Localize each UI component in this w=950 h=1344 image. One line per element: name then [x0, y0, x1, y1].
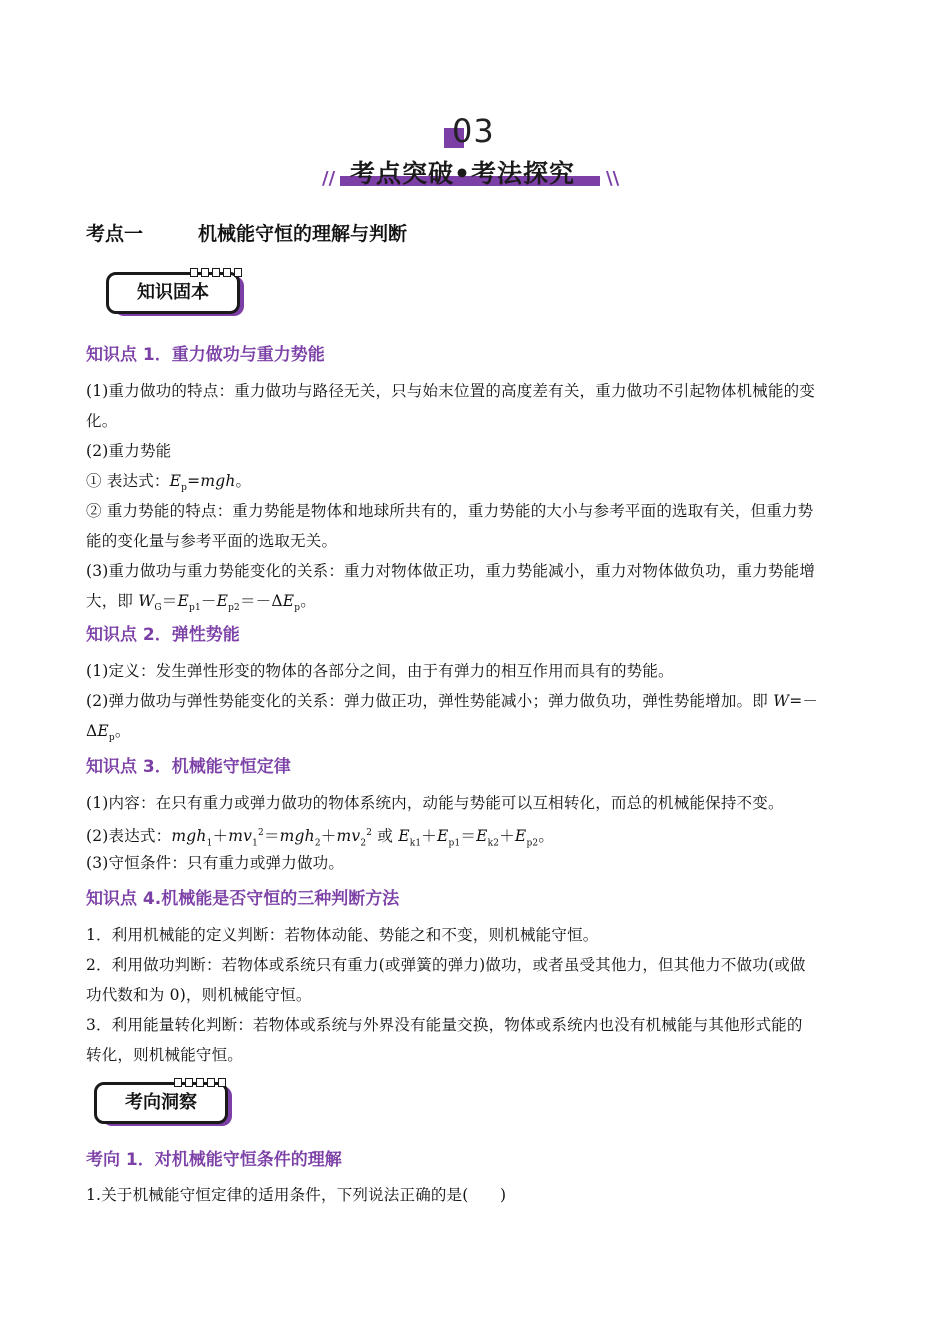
kp3-line3: (3)守恒条件：只有重力或弹力做功。	[86, 854, 345, 872]
direction-badge	[94, 1078, 234, 1128]
kp1-line2: 化。	[86, 412, 118, 430]
kp1-heading: 知识点 1．重力做功与重力势能	[86, 345, 325, 365]
badge-box	[106, 272, 240, 314]
section-title: 机械能守恒的理解与判断	[198, 223, 408, 245]
section-label: 考点一	[86, 223, 144, 245]
kp4-line5: 转化，则机械能守恒。	[86, 1046, 244, 1064]
chapter-number: 03	[452, 112, 495, 150]
kp1-line3: (2)重力势能	[86, 442, 172, 460]
kp2-line2: (2)弹力做功与弹性势能变化的关系：弹力做正功，弹性势能减小；弹力做负功，弹性势能增加。即 W=－	[86, 692, 819, 710]
badge-label: 考向洞察	[125, 1092, 197, 1113]
kp1-line4: ① 表达式：$E_p=mgh$。	[86, 472, 252, 494]
kp4-line4: 3．利用能量转化判断：若物体或系统与外界没有能量交换，物体或系统内也没有机械能与其他形式能的	[86, 1016, 803, 1034]
kp4-line3: 功代数和为 0)，则机械能守恒。	[86, 986, 312, 1004]
badge-label: 知识固本	[137, 282, 209, 303]
knowledge-badge	[106, 268, 246, 318]
kp4-heading: 知识点 4.机械能是否守恒的三种判断方法	[86, 889, 400, 909]
kp3-heading: 知识点 3．机械能守恒定律	[86, 757, 291, 777]
kp2-heading: 知识点 2．弹性势能	[86, 625, 240, 645]
kp4-line1: 1．利用机械能的定义判断：若物体动能、势能之和不变，则机械能守恒。	[86, 926, 599, 944]
kp1-line5: ② 重力势能的特点：重力势能是物体和地球所共有的，重力势能的大小与参考平面的选取有关，但重力势	[86, 502, 814, 520]
badge-dots	[174, 1078, 226, 1087]
banner-title: 考点突破•考法探究	[350, 159, 575, 188]
kp4-line2: 2．利用做功判断：若物体或系统只有重力(或弹簧的弹力)做功，或者虽受其他力，但其他力不做功(或做	[86, 956, 806, 974]
question-1: 1.关于机械能守恒定律的适用条件，下列说法正确的是( )	[86, 1186, 507, 1204]
banner-right-slashes: \\	[606, 168, 620, 189]
direction1-heading: 考向 1．对机械能守恒条件的理解	[86, 1150, 342, 1170]
kp2-line3: $\Delta E_p$。	[86, 722, 131, 744]
kp1-line8: 大，即 $W_G=E_{p1}-E_{p2}=-\Delta E_p$。	[86, 592, 316, 614]
kp1-line6: 能的变化量与参考平面的选取无关。	[86, 532, 338, 550]
badge-dots	[190, 268, 242, 277]
kp3-line1: (1)内容：在只有重力或弹力做功的物体系统内，动能与势能可以互相转化，而总的机械能保持不变。	[86, 794, 784, 812]
kp2-line1: (1)定义：发生弹性形变的物体的各部分之间，由于有弹力的相互作用而具有的势能。	[86, 662, 674, 680]
kp3-line2: (2)表达式：$mgh_1+mv_1^2=mgh_2+mv_2^2$ 或 $E_{k1}+E_{p1}=E_{k2}+E_{p2}$。	[86, 827, 555, 849]
kp1-line7: (3)重力做功与重力势能变化的关系：重力对物体做正功，重力势能减小，重力对物体做负功，重力势能增	[86, 562, 816, 580]
badge-box	[94, 1082, 228, 1124]
kp1-line1: (1)重力做功的特点：重力做功与路径无关，只与始末位置的高度差有关，重力做功不引起物体机械能的变	[86, 382, 816, 400]
banner-left-slashes: //	[322, 168, 336, 189]
